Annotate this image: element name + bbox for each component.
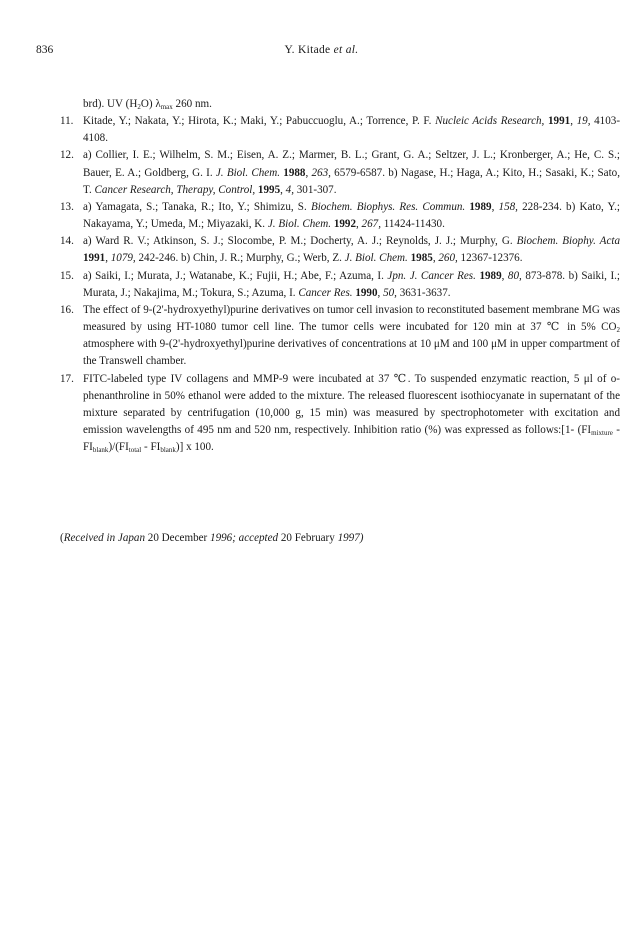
ref-year: 1985 — [410, 252, 433, 265]
ref-authors: b) Kato, Y.; Nakayama, Y.; Umeda, M.; Miyazaki, K. — [83, 200, 620, 231]
received-note — [60, 532, 363, 544]
ref-journal: Cancer Research, Therapy, Control, — [94, 183, 256, 196]
ref-year: 1988 — [283, 166, 306, 179]
ref-journal: Biochem. Biophys. Res. Commun. — [310, 200, 466, 213]
reference-14: 14. a) Ward R. V.; Atkinson, S. J.; Slocombe, P. M.; Docherty, A. J.; Reynolds, J. J.; Murphy, G. Biochem. Biophy. Acta 1991, 1079, 242-246. b) Chin, J. R.; Murphy, G.; Werb, Z. J. Biol. Chem. 1985, 260, 12367-12376. — [60, 233, 620, 267]
references-list — [60, 96, 620, 456]
ref-authors: a) Ward R. V.; Atkinson, S. J.; Slocombe, P. M.; Docherty, A. J.; Reynolds, J. J.; Murphy, G. — [83, 235, 517, 248]
ref-volume: 263, — [311, 166, 331, 179]
page-number: 836 — [36, 44, 54, 56]
ref-number: 11. — [60, 115, 74, 128]
ref-pages: 11424-11430. — [380, 218, 445, 231]
ref-year: 1989 — [479, 269, 502, 282]
reference-10-continuation — [60, 96, 620, 113]
ref-number: 14. — [60, 235, 74, 248]
ref-volume: 158, — [498, 200, 518, 213]
ref-authors: a) Saiki, I.; Murata, J.; Watanabe, K.; Fujii, H.; Abe, F.; Azuma, I. — [83, 269, 388, 282]
reference-11: 11. Kitade, Y.; Nakata, Y.; Hirota, K.; Maki, Y.; Pabuccuoglu, A.; Torrence, P. F. Nucleic Acids Research, 1991, 19, 4103-4108. — [60, 113, 620, 147]
ref-journal: J. Biol. Chem. — [215, 166, 280, 179]
running-head — [0, 44, 643, 56]
ref-year: 1995 — [257, 183, 281, 196]
reference-16 — [60, 302, 620, 371]
ref-pages: 6579-6587. — [330, 166, 386, 179]
ref-authors: b) Saiki, I.; Murata, J.; Nakajima, M.; Tokura, S.; Azuma, I. — [83, 269, 621, 299]
ref-journal: Cancer Res. — [298, 286, 353, 299]
ref-pages: 12367-12376. — [457, 252, 523, 265]
ref-number: 17. — [60, 372, 74, 385]
ref-text: )/(FI — [108, 441, 129, 454]
ref-sub: blank — [160, 446, 176, 455]
ref-authors: b) Nagase, H.; Haga, A.; Kito, H.; Sasaki, K.; Sato, T. — [83, 166, 620, 196]
ref-text: 260 nm. — [172, 98, 212, 110]
ref-text: - FI — [83, 423, 620, 454]
ref-volume: 267, — [361, 218, 381, 231]
reference-12: 12. a) Collier, I. E.; Wilhelm, S. M.; Eisen, A. Z.; Marmer, B. L.; Grant, G. A.; Seltzer, J. L.; Kronberger, A.; He, C. S.; Bauer, E. A.; Goldberg, G. I. J. Biol. Chem. 1988, 263, 6579-6587. b) Nagase, H.; Haga, A.; Kito, H.; Sasaki, K.; Sato, T. Cancer Research, Therapy, Control, 1995, 4, 301-307. — [60, 147, 620, 198]
ref-authors: Kitade, Y.; Nakata, Y.; Hirota, K.; Maki, Y.; Pabuccuoglu, A.; Torrence, P. F. — [83, 115, 436, 128]
ref-year: 1990 — [355, 286, 378, 299]
ref-volume: 260, — [438, 252, 458, 265]
reference-15: 15. a) Saiki, I.; Murata, J.; Watanabe, K.; Fujii, H.; Abe, F.; Azuma, I. Jpn. J. Cancer Res. 1989, 80, 873-878. b) Saiki, I.; Murata, J.; Nakajima, M.; Tokura, S.; Azuma, I. Cancer Res. 1990, 50, 3631-3637. — [60, 268, 620, 302]
ref-journal: Jpn. J. Cancer Res. — [387, 269, 476, 282]
ref-pages: 3631-3637. — [396, 286, 451, 299]
ref-number: 12. — [60, 149, 74, 162]
ref-number: 15. — [60, 269, 74, 282]
ref-volume: 80, — [507, 269, 522, 282]
ref-year: 1989 — [469, 200, 492, 213]
ref-authors: b) Chin, J. R.; Murphy, G.; Werb, Z. — [178, 252, 345, 265]
accepted-date: 20 February — [278, 532, 338, 544]
received-date: 20 December — [145, 532, 211, 544]
reference-13: 13. a) Yamagata, S.; Tanaka, R.; Ito, Y.; Shimizu, S. Biochem. Biophys. Res. Commun. 1989, 158, 228-234. b) Kato, Y.; Nakayama, Y.; Umeda, M.; Miyazaki, K. J. Biol. Chem. 1992, 267, 11424-11430. — [60, 199, 620, 233]
ref-text: The effect of 9-(2'-hydroxyethyl)purine derivatives on tumor cell invasion to reconstituted basement membrane MG was measured by using HT-1080 tumor cell line. The tumor cells were incubated for 120 min at 37 ℃ in 5% CO — [83, 303, 620, 334]
ref-text: O) λ — [140, 98, 161, 110]
received-label: 1996; accepted — [210, 532, 279, 544]
ref-journal: J. Biol. Chem. — [267, 218, 332, 231]
ref-sub: total — [128, 446, 142, 455]
ref-journal: J. Biol. Chem. — [344, 252, 408, 265]
ref-text: atmosphere with 9-(2'-hydroxyethyl)purine derivatives of concentrations at 10 μM and 100 μM in upper compartment of the Transwell chamber. — [83, 338, 620, 368]
received-label: 1997) — [337, 532, 364, 544]
reference-17 — [60, 371, 620, 457]
ref-sub: 2 — [616, 326, 620, 335]
received-paren: ( — [60, 532, 64, 544]
received-label: Received in Japan — [63, 532, 146, 544]
ref-volume: 50, — [383, 286, 397, 299]
running-head-author: Y. Kitade — [284, 44, 331, 56]
ref-number: 13. — [60, 200, 74, 213]
ref-volume: 1079, — [110, 252, 136, 265]
ref-year: 1992 — [333, 218, 356, 231]
ref-authors: a) Yamagata, S.; Tanaka, R.; Ito, Y.; Shimizu, S. — [83, 200, 311, 213]
ref-text: FITC-labeled type IV collagens and MMP-9 were incubated at 37 ℃. To suspended enzymatic reaction, 5 μl of o-phenanthroline in 50% ethanol were added to the mixture. The released fluorescent isothiocyanate in supernatant of the mixture separated by centrifugation (10,000 g, 15 min) was measured by spectrophotometer with excitation and emission wavelengths of 495 nm and 520 nm, respectively. Inhibition ratio (%) was expressed as follows:[1- (FI — [83, 372, 620, 436]
ref-pages: 873-878. — [521, 269, 566, 282]
ref-year: 1991 — [548, 115, 571, 128]
ref-text: brd). UV (H — [83, 98, 138, 110]
ref-volume: 4, — [285, 183, 294, 196]
ref-sub: mixture — [591, 428, 613, 437]
ref-pages: 228-234. — [517, 200, 562, 213]
ref-number: 16. — [60, 303, 74, 316]
running-head-etal: et al. — [333, 44, 359, 56]
ref-text: - FI — [141, 441, 161, 454]
ref-sub: max — [160, 103, 173, 111]
ref-sub: blank — [92, 446, 109, 455]
ref-journal: Biochem. Biophy. Acta — [516, 235, 620, 248]
ref-year: 1991 — [83, 252, 106, 265]
ref-pages: 4103-4108. — [83, 115, 621, 145]
ref-authors: a) Collier, I. E.; Wilhelm, S. M.; Eisen, A. Z.; Marmer, B. L.; Grant, G. A.; Seltzer, J. L.; Kronberger, A.; He, C. S.; Bauer, E. A.; Goldberg, G. I. — [83, 149, 620, 179]
ref-pages: 301-307. — [293, 183, 337, 196]
ref-volume: 19, — [576, 115, 591, 128]
ref-journal: Nucleic Acids Research, — [435, 115, 545, 128]
ref-text: )] x 100. — [175, 441, 214, 454]
ref-pages: 242-246. — [135, 252, 179, 265]
ref-sub: 2 — [137, 103, 141, 111]
